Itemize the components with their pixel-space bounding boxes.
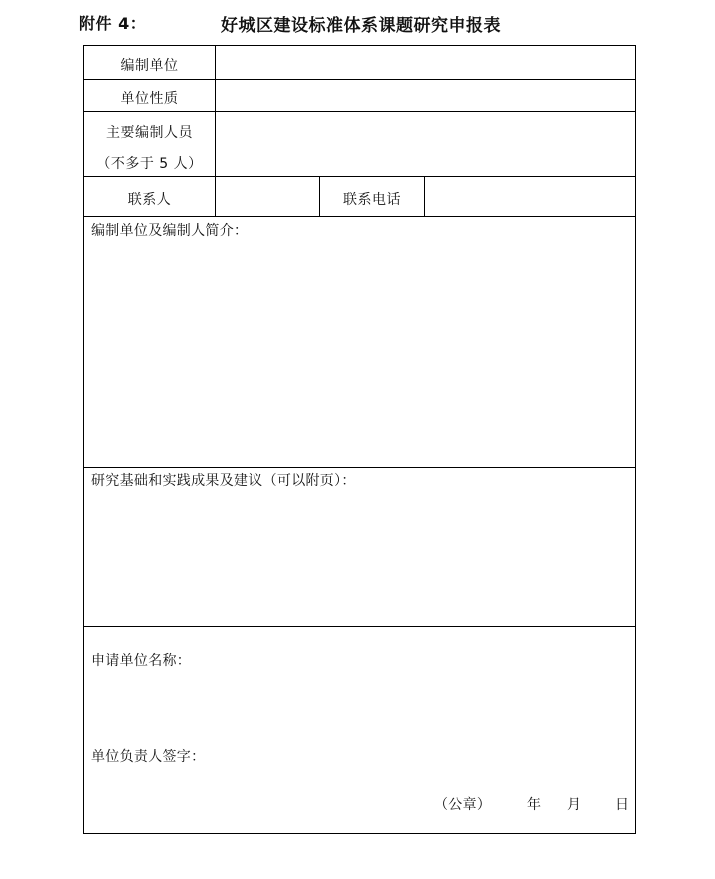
signature-field[interactable] (209, 738, 624, 768)
applicant-input[interactable] (194, 642, 624, 672)
form-title: 好城区建设标准体系课题研究申报表 (221, 16, 501, 36)
application-form-table (83, 45, 636, 834)
phone-label: 联系电话 (343, 192, 401, 208)
staff-limit-label: （不多于 5 人） (96, 156, 203, 172)
nature-input[interactable] (216, 80, 635, 111)
row-divider (84, 626, 635, 627)
contact-label: 联系人 (127, 192, 172, 208)
phone-input[interactable] (425, 177, 635, 216)
day-label: 日 (615, 797, 630, 813)
intro-textarea[interactable] (84, 238, 635, 467)
seal-label: （公章） (434, 797, 492, 813)
contact-input[interactable] (216, 177, 319, 216)
applicant-label: 申请单位名称： (91, 653, 192, 669)
row-divider (84, 216, 635, 217)
org-label: 编制单位 (120, 58, 179, 74)
staff-input[interactable] (216, 112, 635, 176)
intro-label: 编制单位及编制人简介： (91, 223, 249, 239)
month-label: 月 (567, 797, 582, 813)
staff-label: 主要编制人员 (106, 125, 193, 141)
year-label: 年 (527, 797, 542, 813)
attachment-number: 附件 4： (79, 14, 147, 33)
nature-label: 单位性质 (120, 91, 179, 107)
row-divider (84, 467, 635, 468)
signature-label: 单位负责人签字： (91, 749, 206, 765)
basis-textarea[interactable] (84, 488, 635, 626)
basis-label: 研究基础和实践成果及建议（可以附页）： (91, 473, 356, 489)
org-input[interactable] (216, 46, 635, 79)
